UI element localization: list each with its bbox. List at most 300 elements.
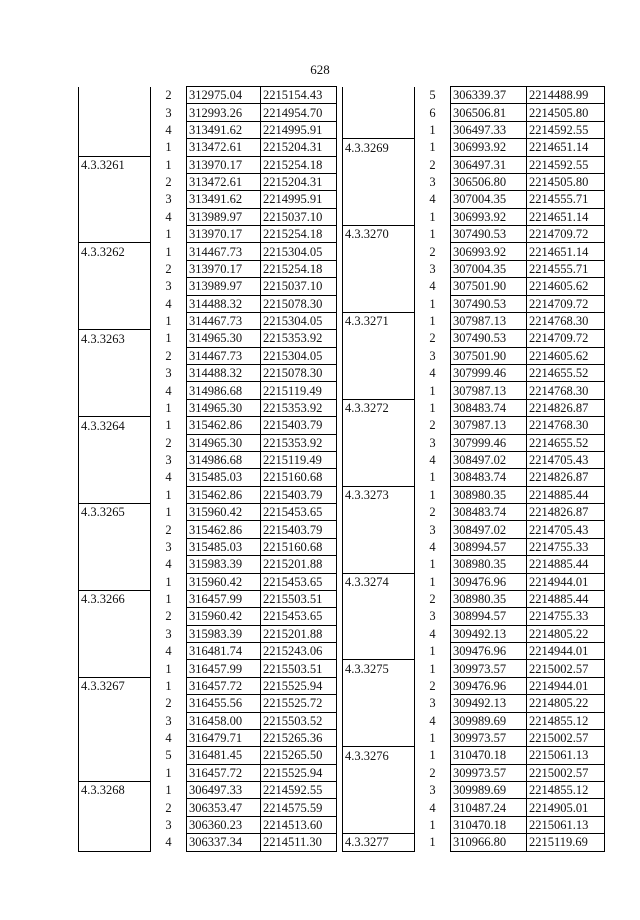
- parcel-id-cell: [79, 278, 151, 295]
- parcel-id-cell: [343, 208, 415, 225]
- y-coordinate-cell: 2215503.52: [261, 712, 337, 729]
- point-number-cell: 1: [429, 383, 436, 398]
- x-coordinate-cell: 307501.90: [451, 347, 527, 364]
- point-number-cell: 5: [165, 748, 172, 763]
- x-coordinate-cell: 306497.33: [451, 121, 527, 138]
- table-row: [79, 417, 337, 434]
- y-coordinate-cell: 2215204.31: [261, 139, 337, 156]
- x-coordinate-cell: 307490.53: [451, 295, 527, 312]
- point-number-cell: 2: [165, 696, 172, 711]
- y-coordinate-cell: 2214995.91: [261, 191, 337, 208]
- parcel-id-cell: [79, 486, 151, 503]
- parcel-id-cell: 4.3.3273: [343, 486, 415, 503]
- x-coordinate-cell: 309989.69: [451, 782, 527, 799]
- parcel-id-cell: [79, 834, 151, 851]
- point-number-cell: 3: [165, 192, 172, 207]
- parcel-id-cell: [343, 764, 415, 781]
- y-coordinate-cell: 2214709.72: [527, 295, 605, 312]
- table-row: [79, 312, 337, 329]
- y-coordinate-cell: 2214885.44: [527, 556, 605, 573]
- table-row: [79, 87, 337, 104]
- parcel-id-cell: [79, 399, 151, 416]
- table-row: [343, 347, 605, 364]
- x-coordinate-cell: 309492.13: [451, 625, 527, 642]
- parcel-id-cell: [343, 104, 415, 121]
- table-row: [79, 816, 337, 833]
- y-coordinate-cell: 2215353.92: [261, 399, 337, 416]
- table-row: [79, 799, 337, 816]
- y-coordinate-cell: 2215453.65: [261, 608, 337, 625]
- point-number-cell: 1: [165, 505, 172, 520]
- parcel-id-cell: [79, 538, 151, 555]
- x-coordinate-cell: 313970.17: [187, 156, 261, 173]
- point-number-cell: 1: [429, 574, 436, 589]
- parcel-id-cell: [343, 712, 415, 729]
- point-number-cell: 2: [165, 348, 172, 363]
- parcel-id-cell: [79, 208, 151, 225]
- y-coordinate-cell: 2214755.33: [527, 608, 605, 625]
- table-row: [343, 260, 605, 277]
- point-number-cell: 1: [429, 835, 436, 850]
- parcel-id-cell: [79, 469, 151, 486]
- point-number-cell: 3: [165, 539, 172, 554]
- point-number-cell: 1: [165, 661, 172, 676]
- table-row: [79, 573, 337, 590]
- y-coordinate-cell: 2214885.44: [527, 486, 605, 503]
- table-row: [79, 156, 337, 173]
- table-row: [343, 764, 605, 781]
- y-coordinate-cell: 2214705.43: [527, 521, 605, 538]
- parcel-id-cell: [79, 121, 151, 138]
- table-row: [79, 660, 337, 677]
- x-coordinate-cell: 316481.45: [187, 747, 261, 764]
- coordinate-table-left: [78, 86, 337, 852]
- table-row: [343, 156, 605, 173]
- parcel-id-cell: 4.3.3275: [343, 660, 415, 677]
- table-row: [343, 173, 605, 190]
- y-coordinate-cell: 2214944.01: [527, 643, 605, 660]
- parcel-id-cell: [79, 87, 151, 104]
- y-coordinate-cell: 2215403.79: [261, 521, 337, 538]
- parcel-id-cell: [79, 295, 151, 312]
- table-row: [343, 417, 605, 434]
- table-row: [343, 643, 605, 660]
- x-coordinate-cell: 315960.42: [187, 573, 261, 590]
- parcel-id-cell: [343, 521, 415, 538]
- parcel-id-cell: [79, 695, 151, 712]
- x-coordinate-cell: 314467.73: [187, 312, 261, 329]
- parcel-id-cell: [343, 556, 415, 573]
- y-coordinate-cell: 2214655.52: [527, 365, 605, 382]
- x-coordinate-cell: 309476.96: [451, 573, 527, 590]
- table-row: [79, 782, 337, 799]
- x-coordinate-cell: 316457.99: [187, 660, 261, 677]
- parcel-id-cell: [343, 417, 415, 434]
- x-coordinate-cell: 315960.42: [187, 504, 261, 521]
- table-row: [343, 504, 605, 521]
- point-number-cell: 3: [429, 348, 436, 363]
- table-row: [79, 556, 337, 573]
- parcel-id-cell: [79, 521, 151, 538]
- parcel-id-cell: 4.3.3277: [343, 834, 415, 851]
- point-number-cell: 1: [429, 209, 436, 224]
- y-coordinate-cell: 2215119.49: [261, 382, 337, 399]
- point-number-cell: 1: [165, 314, 172, 329]
- point-number-cell: 2: [165, 609, 172, 624]
- y-coordinate-cell: 2214651.14: [527, 243, 605, 260]
- x-coordinate-cell: 314488.32: [187, 295, 261, 312]
- y-coordinate-cell: 2215160.68: [261, 469, 337, 486]
- point-number-cell: 4: [165, 470, 172, 485]
- y-coordinate-cell: 2214651.14: [527, 139, 605, 156]
- page-number: 628: [310, 62, 330, 77]
- parcel-id-cell: 4.3.3270: [343, 226, 415, 243]
- point-number-cell: 4: [429, 713, 436, 728]
- table-row: [79, 104, 337, 121]
- parcel-id-cell: [79, 729, 151, 746]
- y-coordinate-cell: 2215304.05: [261, 243, 337, 260]
- point-number-cell: 1: [429, 122, 436, 137]
- y-coordinate-cell: 2215304.05: [261, 347, 337, 364]
- point-number-cell: 1: [429, 817, 436, 832]
- table-row: [79, 191, 337, 208]
- y-coordinate-cell: 2215503.51: [261, 660, 337, 677]
- parcel-id-cell: [343, 816, 415, 833]
- x-coordinate-cell: 316458.00: [187, 712, 261, 729]
- point-number-cell: 1: [429, 487, 436, 502]
- point-number-cell: 1: [165, 678, 172, 693]
- table-row: [79, 695, 337, 712]
- table-row: [343, 677, 605, 694]
- x-coordinate-cell: 315462.86: [187, 521, 261, 538]
- x-coordinate-cell: 307004.35: [451, 260, 527, 277]
- table-row: [79, 139, 337, 156]
- point-number-cell: 3: [429, 609, 436, 624]
- parcel-id-cell: [343, 451, 415, 468]
- table-row: [343, 330, 605, 347]
- point-number-cell: 6: [429, 105, 436, 120]
- point-number-cell: 3: [165, 453, 172, 468]
- point-number-cell: 2: [165, 800, 172, 815]
- parcel-id-cell: 4.3.3264: [79, 417, 151, 434]
- y-coordinate-cell: 2214605.62: [527, 278, 605, 295]
- point-number-cell: 1: [165, 400, 172, 415]
- point-number-cell: 1: [429, 731, 436, 746]
- parcel-id-cell: [343, 121, 415, 138]
- point-number-cell: 1: [429, 557, 436, 572]
- point-number-cell: 4: [429, 192, 436, 207]
- y-coordinate-cell: 2215265.36: [261, 729, 337, 746]
- point-number-cell: 1: [165, 783, 172, 798]
- parcel-id-cell: [79, 434, 151, 451]
- y-coordinate-cell: 2214954.70: [261, 104, 337, 121]
- y-coordinate-cell: 2215204.31: [261, 173, 337, 190]
- point-number-cell: 4: [165, 644, 172, 659]
- y-coordinate-cell: 2214805.22: [527, 625, 605, 642]
- x-coordinate-cell: 306497.31: [451, 156, 527, 173]
- x-coordinate-cell: 316457.72: [187, 764, 261, 781]
- y-coordinate-cell: 2215254.18: [261, 226, 337, 243]
- point-number-cell: 2: [429, 418, 436, 433]
- parcel-id-cell: 4.3.3265: [79, 504, 151, 521]
- point-number-cell: 1: [429, 227, 436, 242]
- x-coordinate-cell: 313472.61: [187, 173, 261, 190]
- y-coordinate-cell: 2214855.12: [527, 782, 605, 799]
- y-coordinate-cell: 2214605.62: [527, 347, 605, 364]
- y-coordinate-cell: 2214768.30: [527, 382, 605, 399]
- table-row: [343, 243, 605, 260]
- x-coordinate-cell: 306993.92: [451, 208, 527, 225]
- table-row: [343, 816, 605, 833]
- x-coordinate-cell: 306497.33: [187, 782, 261, 799]
- x-coordinate-cell: 308994.57: [451, 608, 527, 625]
- x-coordinate-cell: 308980.35: [451, 556, 527, 573]
- x-coordinate-cell: 307490.53: [451, 330, 527, 347]
- point-number-cell: 1: [165, 331, 172, 346]
- y-coordinate-cell: 2215254.18: [261, 156, 337, 173]
- parcel-id-cell: [79, 799, 151, 816]
- point-number-cell: 4: [429, 539, 436, 554]
- x-coordinate-cell: 308980.35: [451, 486, 527, 503]
- point-number-cell: 4: [165, 122, 172, 137]
- y-coordinate-cell: 2215002.57: [527, 660, 605, 677]
- x-coordinate-cell: 307999.46: [451, 434, 527, 451]
- point-number-cell: 4: [165, 557, 172, 572]
- table-row: [79, 295, 337, 312]
- point-number-cell: 1: [165, 765, 172, 780]
- table-row: [343, 399, 605, 416]
- x-coordinate-cell: 315960.42: [187, 608, 261, 625]
- point-number-cell: 3: [165, 279, 172, 294]
- table-row: [343, 104, 605, 121]
- parcel-id-cell: [79, 347, 151, 364]
- x-coordinate-cell: 307004.35: [451, 191, 527, 208]
- y-coordinate-cell: 2214592.55: [527, 121, 605, 138]
- parcel-id-cell: 4.3.3261: [79, 156, 151, 173]
- x-coordinate-cell: 312975.04: [187, 87, 261, 104]
- point-number-cell: 1: [165, 487, 172, 502]
- x-coordinate-cell: 306993.92: [451, 243, 527, 260]
- parcel-id-cell: [79, 382, 151, 399]
- table-row: [343, 556, 605, 573]
- x-coordinate-cell: 309973.57: [451, 764, 527, 781]
- table-row: [79, 260, 337, 277]
- parcel-id-cell: [79, 139, 151, 156]
- table-row: [343, 226, 605, 243]
- coordinate-table-right: [342, 86, 605, 852]
- y-coordinate-cell: 2215078.30: [261, 365, 337, 382]
- point-number-cell: 2: [165, 175, 172, 190]
- point-number-cell: 4: [165, 209, 172, 224]
- table-row: [79, 208, 337, 225]
- y-coordinate-cell: 2215265.50: [261, 747, 337, 764]
- x-coordinate-cell: 313989.97: [187, 278, 261, 295]
- table-row: [343, 191, 605, 208]
- x-coordinate-cell: 314467.73: [187, 347, 261, 364]
- y-coordinate-cell: 2214655.52: [527, 434, 605, 451]
- point-number-cell: 2: [429, 592, 436, 607]
- x-coordinate-cell: 307987.13: [451, 417, 527, 434]
- parcel-id-cell: 4.3.3269: [343, 139, 415, 156]
- parcel-id-cell: [79, 191, 151, 208]
- parcel-id-cell: [79, 173, 151, 190]
- x-coordinate-cell: 316457.72: [187, 677, 261, 694]
- parcel-id-cell: 4.3.3272: [343, 399, 415, 416]
- x-coordinate-cell: 306339.37: [451, 87, 527, 104]
- y-coordinate-cell: 2214944.01: [527, 677, 605, 694]
- y-coordinate-cell: 2214511.30: [261, 834, 337, 851]
- x-coordinate-cell: 313491.62: [187, 191, 261, 208]
- point-number-cell: 1: [165, 574, 172, 589]
- y-coordinate-cell: 2214709.72: [527, 226, 605, 243]
- table-row: [343, 121, 605, 138]
- table-row: [343, 590, 605, 607]
- x-coordinate-cell: 314488.32: [187, 365, 261, 382]
- parcel-id-cell: [343, 782, 415, 799]
- x-coordinate-cell: 314467.73: [187, 243, 261, 260]
- parcel-id-cell: [343, 330, 415, 347]
- parcel-id-cell: 4.3.3274: [343, 573, 415, 590]
- point-number-cell: 3: [429, 696, 436, 711]
- y-coordinate-cell: 2214755.33: [527, 538, 605, 555]
- x-coordinate-cell: 313970.17: [187, 226, 261, 243]
- point-number-cell: 1: [165, 140, 172, 155]
- parcel-id-cell: [343, 695, 415, 712]
- parcel-id-cell: 4.3.3276: [343, 747, 415, 764]
- point-number-cell: 4: [429, 366, 436, 381]
- x-coordinate-cell: 316481.74: [187, 643, 261, 660]
- y-coordinate-cell: 2214805.22: [527, 695, 605, 712]
- x-coordinate-cell: 315462.86: [187, 417, 261, 434]
- point-number-cell: 2: [165, 261, 172, 276]
- point-number-cell: 4: [165, 383, 172, 398]
- parcel-id-cell: [79, 608, 151, 625]
- y-coordinate-cell: 2215002.57: [527, 764, 605, 781]
- y-coordinate-cell: 2215353.92: [261, 330, 337, 347]
- table-row: [79, 365, 337, 382]
- x-coordinate-cell: 307501.90: [451, 278, 527, 295]
- point-number-cell: 1: [165, 244, 172, 259]
- table-row: [343, 608, 605, 625]
- y-coordinate-cell: 2214905.01: [527, 799, 605, 816]
- x-coordinate-cell: 316457.99: [187, 590, 261, 607]
- point-number-cell: 1: [429, 748, 436, 763]
- parcel-id-cell: [343, 87, 415, 104]
- point-number-cell: 1: [429, 400, 436, 415]
- parcel-id-cell: [343, 538, 415, 555]
- table-row: [79, 451, 337, 468]
- y-coordinate-cell: 2215304.05: [261, 312, 337, 329]
- table-row: [343, 660, 605, 677]
- y-coordinate-cell: 2215078.30: [261, 295, 337, 312]
- table-row: [79, 330, 337, 347]
- parcel-id-cell: [343, 382, 415, 399]
- table-row: [79, 434, 337, 451]
- table-row: [343, 139, 605, 156]
- parcel-id-cell: [343, 173, 415, 190]
- table-row: [343, 365, 605, 382]
- table-row: [343, 712, 605, 729]
- parcel-id-cell: [343, 608, 415, 625]
- parcel-id-cell: [79, 660, 151, 677]
- table-row: [79, 747, 337, 764]
- table-row: [343, 573, 605, 590]
- x-coordinate-cell: 315983.39: [187, 556, 261, 573]
- table-row: [79, 486, 337, 503]
- table-row: [79, 173, 337, 190]
- table-row: [79, 521, 337, 538]
- x-coordinate-cell: 313472.61: [187, 139, 261, 156]
- table-row: [343, 521, 605, 538]
- y-coordinate-cell: 2215201.88: [261, 556, 337, 573]
- table-row: [79, 677, 337, 694]
- parcel-id-cell: [343, 347, 415, 364]
- point-number-cell: 3: [165, 713, 172, 728]
- parcel-id-cell: [79, 312, 151, 329]
- table-row: [343, 695, 605, 712]
- x-coordinate-cell: 310487.24: [451, 799, 527, 816]
- x-coordinate-cell: 313989.97: [187, 208, 261, 225]
- y-coordinate-cell: 2215453.65: [261, 573, 337, 590]
- x-coordinate-cell: 316455.56: [187, 695, 261, 712]
- table-row: [343, 451, 605, 468]
- y-coordinate-cell: 2215119.69: [527, 834, 605, 851]
- parcel-id-cell: [79, 816, 151, 833]
- point-number-cell: 1: [429, 140, 436, 155]
- x-coordinate-cell: 309476.96: [451, 677, 527, 694]
- x-coordinate-cell: 314965.30: [187, 399, 261, 416]
- y-coordinate-cell: 2214705.43: [527, 451, 605, 468]
- y-coordinate-cell: 2215037.10: [261, 208, 337, 225]
- table-row: [79, 643, 337, 660]
- table-row: [343, 278, 605, 295]
- table-row: [79, 347, 337, 364]
- table-row: [343, 782, 605, 799]
- parcel-id-cell: [79, 573, 151, 590]
- y-coordinate-cell: 2214768.30: [527, 312, 605, 329]
- y-coordinate-cell: 2215160.68: [261, 538, 337, 555]
- point-number-cell: 1: [429, 470, 436, 485]
- parcel-id-cell: [343, 799, 415, 816]
- x-coordinate-cell: 314965.30: [187, 330, 261, 347]
- table-row: [79, 399, 337, 416]
- point-number-cell: 2: [429, 765, 436, 780]
- x-coordinate-cell: 306506.81: [451, 104, 527, 121]
- point-number-cell: 3: [165, 366, 172, 381]
- y-coordinate-cell: 2214592.55: [527, 156, 605, 173]
- parcel-id-cell: [79, 260, 151, 277]
- parcel-id-cell: [343, 643, 415, 660]
- y-coordinate-cell: 2214505.80: [527, 173, 605, 190]
- parcel-id-cell: [79, 643, 151, 660]
- x-coordinate-cell: 313491.62: [187, 121, 261, 138]
- x-coordinate-cell: 306353.47: [187, 799, 261, 816]
- y-coordinate-cell: 2214944.01: [527, 573, 605, 590]
- x-coordinate-cell: 309492.13: [451, 695, 527, 712]
- table-row: [79, 625, 337, 642]
- y-coordinate-cell: 2214555.71: [527, 191, 605, 208]
- point-number-cell: 2: [429, 244, 436, 259]
- x-coordinate-cell: 313970.17: [187, 260, 261, 277]
- y-coordinate-cell: 2215243.06: [261, 643, 337, 660]
- point-number-cell: 2: [429, 157, 436, 172]
- table-row: [79, 834, 337, 851]
- x-coordinate-cell: 308483.74: [451, 504, 527, 521]
- x-coordinate-cell: 309973.57: [451, 729, 527, 746]
- y-coordinate-cell: 2214826.87: [527, 399, 605, 416]
- y-coordinate-cell: 2215119.49: [261, 451, 337, 468]
- point-number-cell: 3: [429, 435, 436, 450]
